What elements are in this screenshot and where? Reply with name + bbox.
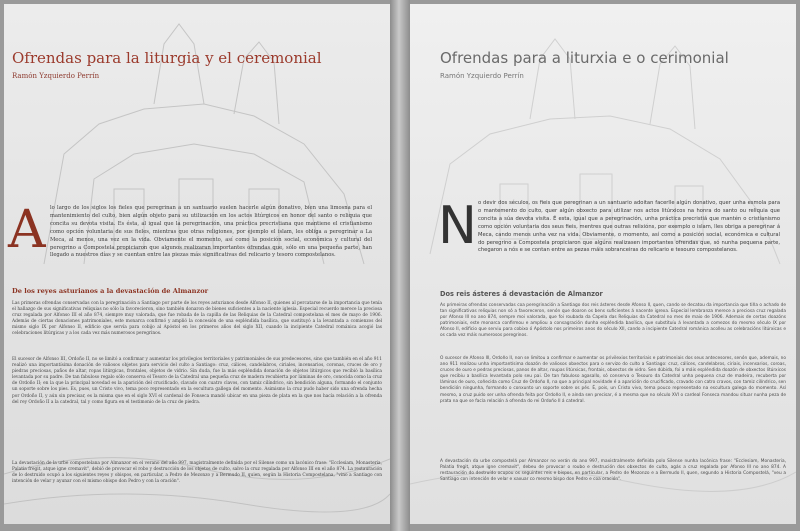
intro-paragraph: o devir dos séculos, os fieis que peregrinan a un santuario adoitan facerlle algún donativo, quer unha esmola para o mantemento do culto, quer algún obxecto para utilizar nos actos litúrxicos na honra do santo ou reliquia que concita a súa devota visita. É esta, igual que a peregrinación, unha práctica precristiá que mantén o cristianismo como opción voluntaria dos seus fieis, mentres que outras relixións, por exemplo o islam, lles obriga a peregrinar á Meca, cando menos unha vez na vida. Obviamente, o momento, así como a posición social, económica e cultural do peregrino a Compostela propiciaron que algúns realizasen importantes ofrendas que, só nunha pequena parte, chegaron a nós e se contan entre as pezas máis sobranceiras do relicario e tesouro compostelanos. [478,200,780,254]
body-paragraph: O sucesor de Afonso III, Ordoño II, non se limitou a confirmar e aumentar os privilexios territoriais e patrimoniais dos seus antecesores, senón que, ademais, no ano 911 realizou unha importantísima doazón de valiosos obxectos para o servizo do culto a Santiago: cruz, cálices, candelabros, ciriais, incensarios, coroas, cruces de ouro e pedras preciosas, panos de altar, roupas litúrxicas, frontais, obxectos de vidro. Sen dúbida, foi a máis espléndida doazón de obxectos litúrxicos que recibiu a basílica levantada polo seu pai. De tan fabuloso agasallo, só conserva o Tesouro da Catedral unha pequena cruz de madeira, recuberta por láminas de ouro, coñecida como Cruz de Ordoño II, na que a principal novidade é a aparición do crucificado, cravado con catro cravos, con tamiz cilíndrico, sen bendición ningunha, formando o conxunto un soporte sobre os pés. É, pois, un Cristo vivo, tema pouco representado na escultura galega do momento. Así mesmo, a cruz puido ser unha ofrenda feita por Ordoño II, e aínda sen precisar, é a mesma que no século XVI o cardeal Fonseca mandou situar nunha peza de prata na que se facía relación á ofrenda do rei Ordoño II á catedral. [440,356,786,404]
body-paragraph: As primeiras ofrendas conservadas coa peregrinación a Santiago dos reis ásteres desde Afonso II, quen, cando se decatou da importancia que tiña o achado de tan significativas reliquias non só a favoreceron, senón que doaron os bens suficientes á nacente igrexa. Especial lembranza merece a preciosa cruz regalada por Afonso III no ano 874, sempre moi valorada, que foi roubada da Capela das Reliquias da Catedral no mes de maio de 1906. Ademais de certas doazóns patrimoniais, este monarca confirmou e ampliou a consagración dunha espléndida basílica, que substituíu á levantada a comezos do mesmo século IX por Afonso II, edificio que serviu para cobixo ó Apóstolo nos primeiros anos do século XII, cando a incipiente Catedral románica acolleu as celebracións litúrxicas e os cada vez máis numerosos peregrinos. [440,303,786,339]
left-page [4,4,390,524]
drop-cap: N [438,196,477,256]
section-heading: De los reyes asturianos a la devastación de Almanzor [12,287,209,295]
page-title-galician: Ofrendas para a liturxia e o cerimonial [440,49,729,67]
body-paragraph: El sucesor de Alfonso III, Ordoño II, no se limitó a confirmar y aumentar los privilegios territoriales y patrimoniales de sus predecesores, sino que también en el año 911 realizó una importantísima donación de valiosos objetos para servicio del culto a Santiago: cruz, cálices, candelabros, ciriales, incensarios, coronas, cruces de oro y piedras preciosas, paños de altar, ropas litúrgicas, frontales, objetos de vidrio. Sin duda, fue la más espléndida donación de objetos litúrgicos que recibió la basílica levantada por su padre. De tan fabuloso regalo sólo conserva el Tesoro de la Catedral una pequeña cruz de madera recubierta por láminas de oro, conocida como la cruz de Ordoño II; en la que la principal novedad es la aparición del crucificado, clavado con cuatro clavos, con tamiz cilíndrico, sin bendición alguna, formando el conjunto un soporte sobre los pies. Es, pues, un Cristo vivo, tema poco representado en la escultura gallega del momento. Asimismo la cruz pudo haber sido una ofrenda hecha por Ordoño II, y aún sin precisar, es la misma que en el siglo XVI el cardenal de Fonseca mandó ubicar en una pieza de plata en la que nos hacía relación a la ofrenda del rey Ordoño II a la catedral, tal y como figura en el testimonio de la cruz de piedra. [12,357,382,405]
author-name: Ramón Yzquierdo Perrín [440,72,524,80]
book-gutter [390,0,410,531]
intro-paragraph: lo largo de los siglos los fieles que peregrinan a un santuario suelen hacerle algún donativo, bien una limosna para el mantenimiento del culto, bien algún objeto para su utilización en los actos litúrgicos en honor del santo o reliquia que concita su devota visita. Es ésta, al igual que la peregrinación, una práctica precristiana que mantiene el cristianismo como opción voluntaria de sus fieles, mientras que otras religiones, por ejemplo el islam, les obliga a peregrinar a La Meca, al menos, una vez en la vida. Obviamente el momento, así como la posición social, económica y cultural del peregrino a Compostela propiciaron que algunos realizaran importantes ofrendas que, sólo en una pequeña parte, han llegado a nuestros días y se cuentan entre las piezas más significativas del relicario y tesoro compostelanos. [50,205,372,259]
body-paragraph: Las primeras ofrendas conservadas con la peregrinación a Santiago por parte de los reyes asturianos desde Alfonso II, quienes al percatarse de la importancia que tenía el hallazgo de sus significativas reliquias no sólo la favorecieron, sino también donaron de bienes suficientes a la naciente iglesia. Especial recuerdo merece la preciosa cruz regalada por Alfonso III el año 874, siempre muy valorada, que fue robada de la capilla de las Reliquias de la Catedral compostelana el mes de mayo de 1906. Además de ciertas donaciones patrimoniales, este monarca confirmó y amplió la concesión de una espléndida basílica, que sustituyó a la levantada a comienzos del mismo siglo IX por Alfonso II, edificio que servía para cobijo al Apóstol en los primeros años del siglo XII, cuando la incipiente Catedral románica acogió las celebraciones litúrgicas y a los cada vez más numerosos peregrinos. [12,301,382,337]
body-paragraph: A devastación da urbe compostelá por Almanzor no verán do ano 997, maxistralmente definida polo Silense nunha lacónica frase: "Ecclesiam, Monasteria, Palatia fregit, atque igne cremavit", debeu de provocar o roubo e destrución dos obxectos de culto, agás a cruz regalada por Afonso III no ano 874. A restauración do destruído ocupou os seguintes reis e bispos, en particular, a Pedro de Mezonzo e a Bermudo II, quen, segundo a Historia Compostelá, "veu a Santiago con intención de velar e xaxuar co mesmo bispo don Pedro e coa oración". [440,459,786,483]
author-name: Ramón Yzquierdo Perrín [12,72,100,80]
watermark-engraving [410,4,796,524]
section-heading: Dos reis ásteres á devastación de Almanzor [440,290,603,298]
drop-cap: A [8,200,46,260]
right-page [410,4,796,524]
watermark-engraving [4,4,390,524]
page-title-spanish: Ofrendas para la liturgia y el ceremonial [12,49,322,67]
body-paragraph: La devastación de la urbe compostelana por Almanzor en el verano del año 997, magistralmente definida por el Silense como un lacónico frase: "Ecclesiam, Monasteria, Palatia fregit, atque igne cremavit", debió de provocar el robo y destrucción de los objetos de culto, salvo la cruz regalada por Alfonso III en el año 874. La restauración de lo destruido ocupó a los siguientes reyes y obispos, en particular, a Pedro de Mezonzo y a Bermudo II, quien, según la Historia Compostelana, "vino a Santiago con intención de velar y ayunar con el mismo obispo don Pedro y con la oración". [12,461,382,485]
